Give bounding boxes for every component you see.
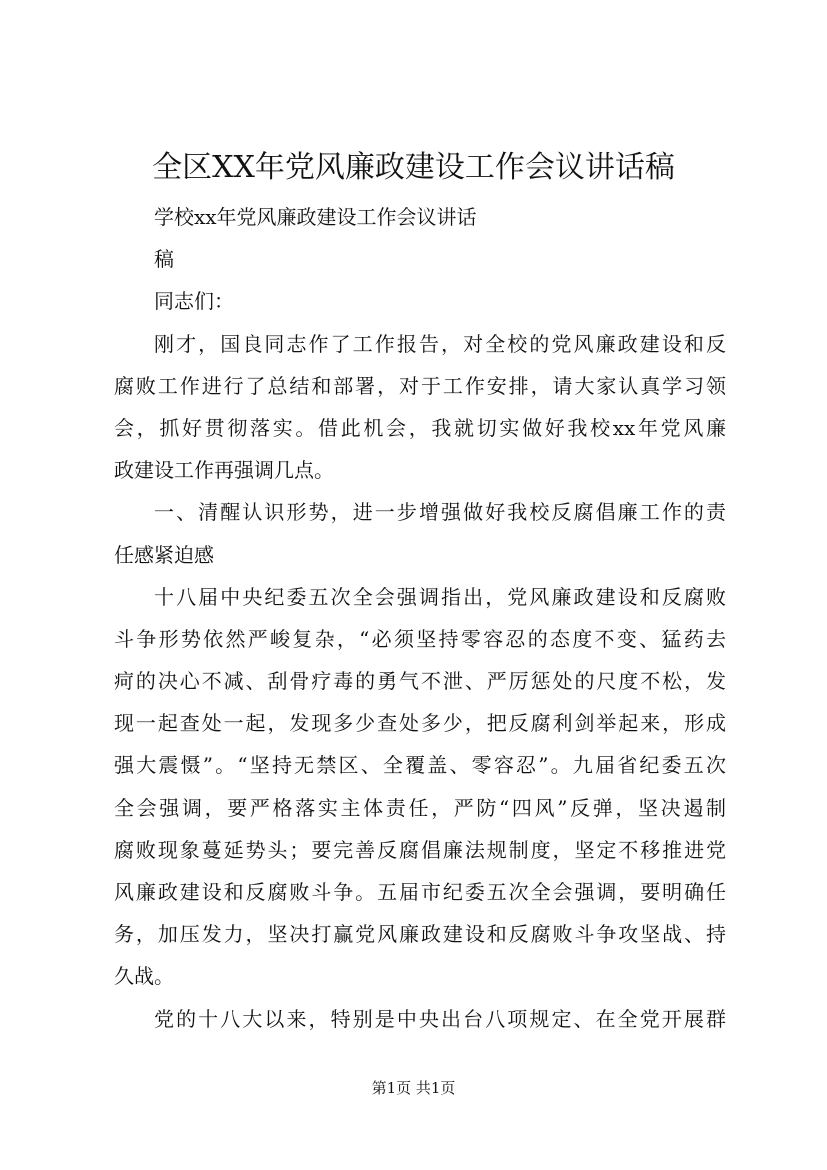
body-line: 腐败现象蔓延势头；要完善反腐倡廉法规制度，坚定不移推进党 xyxy=(114,837,726,862)
body-line: 稿 xyxy=(154,247,174,272)
body-line: 十八届中央纪委五次全会强调指出，党风廉政建设和反腐败 xyxy=(154,584,726,609)
body-line: 党的十八大以来，特别是中央出台八项规定、在全党开展群 xyxy=(154,1006,726,1031)
body-line: 全会强调，要严格落实主体责任，严防“四风”反弹，坚决遏制 xyxy=(114,795,726,820)
body-line: 风廉政建设和反腐败斗争。五届市纪委五次全会强调，要明确任 xyxy=(114,880,726,904)
body-line: 斗争形势依然严峻复杂，“必须坚持零容忍的态度不变、猛药去 xyxy=(114,626,726,651)
page-footer: 第1页 共1页 xyxy=(371,1079,456,1097)
body-line: 腐败工作进行了总结和部署，对于工作安排，请大家认真学习领 xyxy=(114,373,726,398)
body-line: 一、清醒认识形势，进一步增强做好我校反腐倡廉工作的责 xyxy=(154,500,726,525)
body-line: 疴的决心不减、刮骨疗毒的勇气不泄、严厉惩处的尺度不松，发 xyxy=(114,669,726,694)
body-line: 政建设工作再强调几点。 xyxy=(114,458,334,483)
body-line: 现一起查处一起，发现多少查处多少，把反腐利剑举起来，形成 xyxy=(114,711,726,736)
body-line: 会，抓好贯彻落实。借此机会，我就切实做好我校xx年党风廉 xyxy=(114,415,726,440)
body-line: 学校xx年党风廉政建设工作会议讲话 xyxy=(154,205,477,229)
body-line: 同志们： xyxy=(154,289,234,314)
body-line: 久战。 xyxy=(114,964,174,989)
body-line: 刚才，国良同志作了工作报告，对全校的党风廉政建设和反 xyxy=(154,331,726,356)
body-line: 强大震慑”。“坚持无禁区、全覆盖、零容忍”。九届省纪委五次 xyxy=(114,753,726,778)
document-body xyxy=(114,196,726,1040)
body-line: 任感紧迫感 xyxy=(114,542,214,567)
document-title: 全区XX年党风廉政建设工作会议讲话稿 xyxy=(152,150,675,185)
body-line: 务，加压发力，坚决打赢党风廉政建设和反腐败斗争攻坚战、持 xyxy=(114,922,726,947)
